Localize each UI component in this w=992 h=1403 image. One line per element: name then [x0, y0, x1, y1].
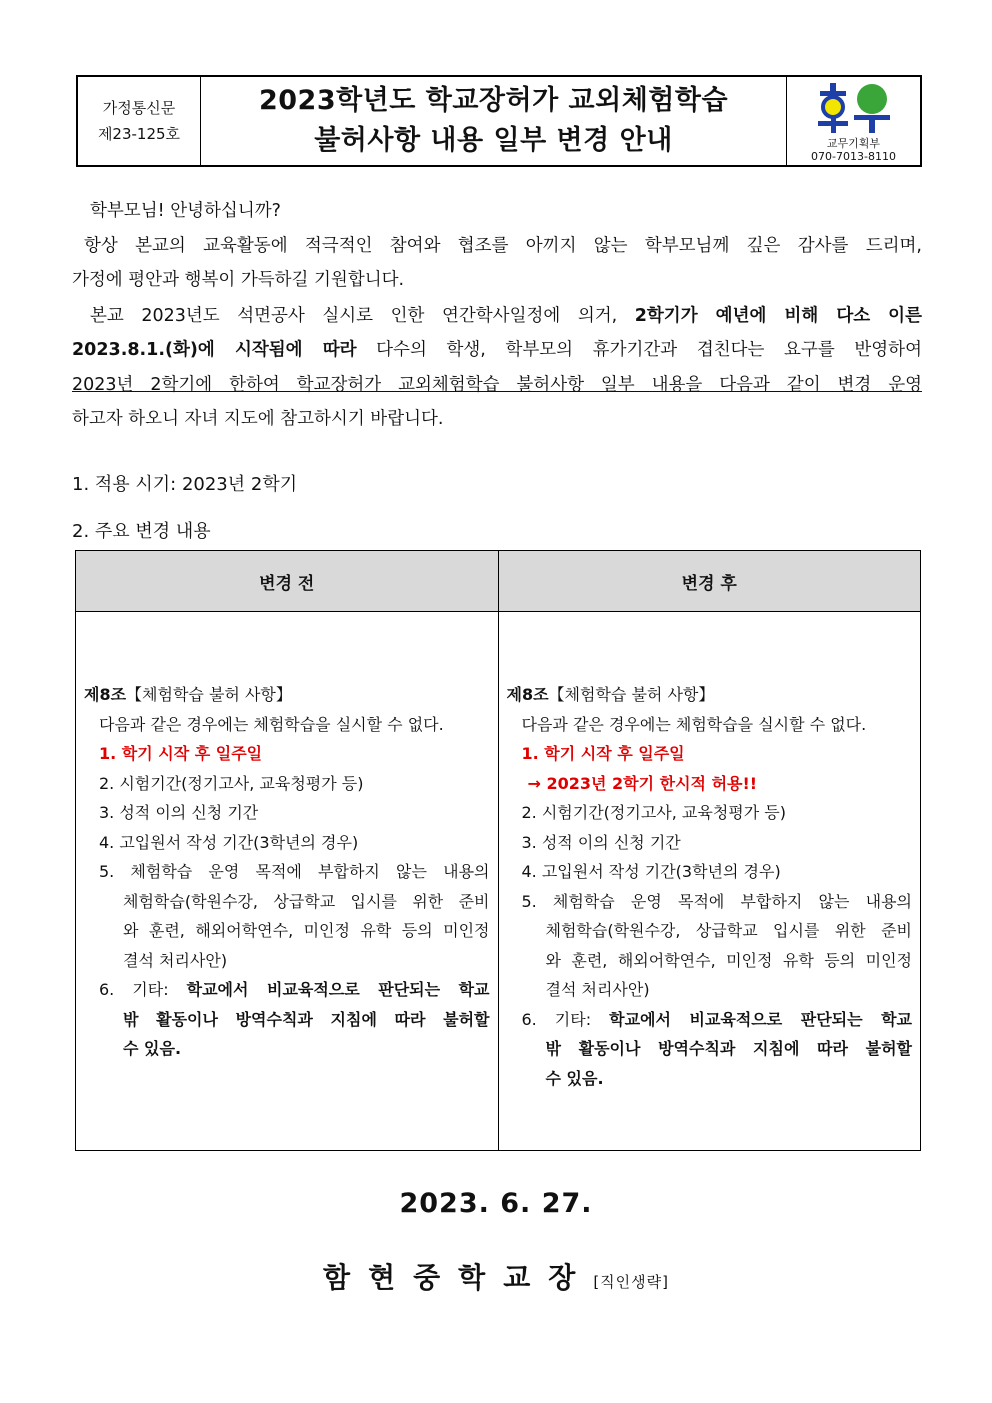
list-item: 5. 체험학습 운영 목적에 부합하지 않는 내용의 — [99, 862, 490, 881]
p2-bold: 2학기가 예년에 비해 다소 이른 — [634, 306, 922, 326]
list-item-cont: 체험학습(학원수강, 상급학교 입시를 위한 준비 — [545, 921, 912, 940]
list-item: 6. 기타: 학교에서 비교육적으로 판단되는 학교 — [521, 1009, 912, 1029]
page-title — [201, 77, 786, 165]
section-2-heading: 2. 주요 변경 내용 — [72, 521, 211, 542]
paragraph-2-line-2 — [72, 336, 922, 361]
list-item-cont: 와 훈련, 해외어학연수, 미인정 유학 등의 미인정 — [123, 921, 490, 940]
paragraph-1-line-1: 항상 본교의 교육활동에 적극적인 참여와 협조를 아끼지 않는 학부모님께 깊은 감사를 드리며, — [84, 236, 922, 256]
list-item-cont: 체험학습(학원수강, 상급학교 입시를 위한 준비 — [123, 891, 490, 911]
list-item: 2. 시험기간(정기고사, 교육청평가 등) — [521, 803, 786, 822]
dept-info — [786, 77, 920, 165]
dept-name: 교무기획부 — [826, 137, 881, 150]
doc-type: 가정통신문 — [102, 99, 176, 117]
p2-bold-date: 2023.8.1.(화)에 시작됨에 따라 — [72, 340, 357, 360]
list-item-cont: 와 훈련, 해외어학연수, 미인정 유학 등의 미인정 — [545, 950, 912, 970]
col-before-header: 변경 전 — [76, 551, 499, 612]
list-item: 4. 고입원서 작성 기간(3학년의 경우) — [99, 832, 359, 852]
article-title: 제8조【체험학습 불허 사항】 — [84, 685, 292, 704]
col-after-header: 변경 후 — [498, 551, 921, 612]
list-item: 1. 학기 시작 후 일주일 — [99, 744, 263, 763]
title-line-1: 2023학년도 학교장허가 교외체험학습 — [258, 85, 729, 116]
list-item: 3. 성적 이의 신청 기간 — [99, 803, 259, 822]
list-item: 2. 시험기간(정기고사, 교육청평가 등) — [99, 773, 364, 793]
list-item-cont: 수 있음. — [545, 1068, 604, 1088]
change-note: → 2023년 2학기 한시적 허용!! — [527, 773, 758, 793]
table-row — [76, 612, 921, 1151]
list-item-cont: 수 있음. — [123, 1039, 182, 1058]
dept-phone: 070-7013-8110 — [811, 150, 896, 163]
list-item-cont: 밖 활동이나 방역수칙과 지침에 따라 불허할 — [123, 1009, 490, 1029]
signer-block — [0, 1256, 992, 1296]
list-item-cont: 밖 활동이나 방역수칙과 지침에 따라 불허할 — [545, 1039, 912, 1058]
issue-date: 2023. 6. 27. — [399, 1188, 593, 1219]
doc-info — [78, 77, 201, 165]
article-title: 제8조【체험학습 불허 사항】 — [506, 685, 715, 704]
list-item: 4. 고입원서 작성 기간(3학년의 경우) — [521, 862, 781, 881]
list-item: 5. 체험학습 운영 목적에 부합하지 않는 내용의 — [521, 891, 912, 911]
list-item: 3. 성적 이의 신청 기간 — [521, 832, 681, 852]
article-intro: 다음과 같은 경우에는 체험학습을 실시할 수 없다. — [521, 714, 867, 734]
seal-note: [직인생략] — [593, 1273, 669, 1291]
paragraph-2-line-1 — [90, 302, 922, 327]
p2-text-2: 다수의 학생, 학부모의 휴가기간과 겹친다는 요구를 반영하여 — [356, 340, 922, 360]
doc-number: 제23-125호 — [97, 125, 181, 143]
paragraph-2-line-3: 2023년 2학기에 한하여 학교장허가 교외체험학습 불허사항 일부 내용을 다음과 같이 변경 운영 — [72, 375, 922, 395]
p2-text: 본교 2023년도 석면공사 실시로 인한 연간학사일정에 의거, — [90, 306, 635, 326]
comparison-table — [75, 550, 921, 1151]
letter-header — [76, 75, 922, 167]
list-item: 6. 기타: 학교에서 비교육적으로 판단되는 학교 — [99, 980, 490, 999]
article-intro: 다음과 같은 경우에는 체험학습을 실시할 수 없다. — [99, 714, 444, 734]
title-line-2: 불허사항 내용 일부 변경 안내 — [314, 125, 673, 156]
before-cell — [76, 612, 499, 1151]
list-item-cont: 결석 처리사안) — [545, 980, 650, 999]
school-logo-icon — [814, 81, 894, 135]
list-item: 1. 학기 시작 후 일주일 — [521, 744, 685, 763]
after-cell — [498, 612, 921, 1151]
paragraph-2-line-4: 하고자 하오니 자녀 지도에 참고하시기 바랍니다. — [72, 409, 444, 429]
paragraph-1-line-2: 가정에 평안과 행복이 가득하길 기원합니다. — [72, 270, 405, 290]
greeting: 학부모님! 안녕하십니까? — [90, 201, 281, 221]
table-header-row — [76, 551, 921, 612]
signer-name: 함현중학교장 — [323, 1261, 594, 1294]
section-1-heading: 1. 적용 시기: 2023년 2학기 — [72, 474, 298, 495]
list-item-cont: 결석 처리사안) — [123, 950, 228, 970]
